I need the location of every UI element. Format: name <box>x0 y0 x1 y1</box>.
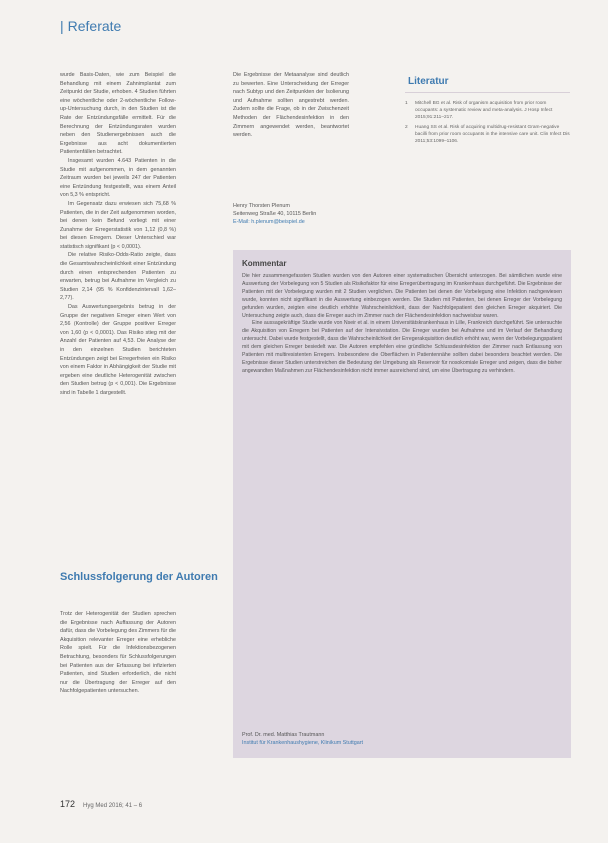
reference-number: 2 <box>405 125 408 130</box>
reference-text: Huang SS et al. Risk of acquiring multidrug-resistant Gram-negative bacilli from prior room occupants in the intensive care unit. Clin Infect Dis 2011;53:1099–1106. <box>415 125 570 144</box>
reference-number: 1 <box>405 101 408 106</box>
signature-institution: Institut für Krankenhaushygiene, Klinikum Stuttgart <box>242 739 364 746</box>
comment-body <box>242 273 562 376</box>
literature-list <box>405 100 570 148</box>
reference-text: Mitchell BG et al. Risk of organism acquisition from prior room occupants: a systematic review and meta-analysis. J Hosp Infect 2015;91:211–217. <box>415 101 553 120</box>
reference-item <box>405 100 570 121</box>
section-label: Referate <box>67 18 122 34</box>
comment-paragraph: Eine aussagekräftige Studie wurde von Nseir et al. in einem Universitätskrankenhaus in Lille, Frankreich durchgeführt. Sie untersuchte die Akquisition von Erregern bei Patienten auf der Intensivstation. Die Erreger wurden bei Aufnahme und im Verlauf der Behandlung untersucht. Dabei wurde festgestellt, dass die Wahrscheinlichkeit der Erregerakquisition deutlich erhöht war, wenn der Vorbelegungspatient mit dem gleichen Erreger besiedelt war. Die Autoren empfehlen eine gründliche Schlussdesinfektion der Zimmer nach Entlassung von Patienten mit multiresistenten Erregern. Insbesondere die Oberflächen in Patientennähe sollten dabei besonders beachtet werden. Die Ergebnisse dieser Studien unterstreichen die Bedeutung der Umgebung als Reservoir für nosokomiale Erreger und zeigen, dass die bisher angewandten Maßnahmen zur Flächendesinfektion nicht immer ausreichend sind, um eine Übertragung zu verhindern. <box>242 320 562 374</box>
column-2 <box>233 71 349 140</box>
conclusion-text <box>60 610 176 696</box>
col1-paragraph: Die relative Risiko-Odds-Ratio zeigte, dass die Gesamtwahrscheinlichkeit einer Entzündung durch einen entsprechenden Patienten zu erwarten, betrug bei Aufnahme im Vergleich zu Studien 2,14 (95 % Konfidenzintervall 1,62–2,77). <box>60 252 176 302</box>
author-email[interactable]: E-Mail: h.plenum@beispiel.de <box>233 219 305 225</box>
column-1 <box>60 71 176 398</box>
conclusion-heading: Schlussfolgerung der Autoren <box>60 571 218 583</box>
section-bar: | <box>60 18 64 34</box>
signature-name: Prof. Dr. med. Matthias Trautmann <box>242 732 325 738</box>
author-address <box>233 202 316 226</box>
col1-paragraph: Im Gegensatz dazu erwiesen sich 75,68 % Patienten, die in der Zeit aufgenommen worden, bei denen kein Befund vorliegt mit einer Zunahme der Erregerstatistik von 1,12 (0,8 %) bei diesen Erregern. Dieser Unterschied war statistisch signifikant (p < 0,0001). <box>60 200 176 250</box>
journal-citation: Hyg Med 2016; 41 – 6 <box>83 803 143 809</box>
author-name: Henry Thorsten Plenum <box>233 203 290 209</box>
literature-divider <box>405 92 570 93</box>
author-street: Seitenweg Straße 40, 10115 Berlin <box>233 211 317 217</box>
col1-paragraph: Das Auswertungsergebnis betrug in der Gruppe der negativen Erreger einen Wert von 2,56 (Kontrolle) der Gruppe positiver Erreger von 1,60 (p < 0,0001). Das Risiko stieg mit der Anzahl der Patienten auf 4,53. Die Analyse der in den einzelnen Studien berichteten Entzündungen zeigt bei Erregerfreien ein Risiko von einem Faktor in Abhängigkeit der Studie mit ergeben eine deutliche Heterogenität zwischen den Studien betrug (p < 0,001). Die Ergebnisse sind in Tabelle 1 dargestellt. <box>60 304 176 396</box>
conclusion-paragraph: Trotz der Heterogenität der Studien sprechen die Ergebnisse nach Auffassung der Autoren dafür, dass die Vorbelegung des Zimmers für die Akquisition relevanter Erreger eine erhebliche Rolle spielt. Für die Infektionsbezogenen Betrachtung, besonders für Schlussfolgerungen bei Patienten aus der Erfassung bei infizierten Patienten, sind Studien erforderlich, die nicht nur die Übertragung der Erreger auf den Nachfolgepatienten untersuchen. <box>60 611 176 695</box>
col2-paragraph: Die Ergebnisse der Metaanalyse sind deutlich zu bewerten. Eine Unterscheidung der Erreger nach Subtyp und den Zeitpunkten der Isolierung und Aufnahme sollten angestrebt werden. Zudem sollte die Frage, ob in der Zwischenzeit Methoden der Flächendesinfektion in den Zimmern angewendet werden, beantwortet werden. <box>233 72 349 139</box>
col1-paragraph: wurde Basis-Daten, wie zum Beispiel die Behandlung mit einem Zahnimplantat zum Zeitpunkt der Studie, erhoben. 4 Studien führten eine wöchentliche oder 2-wöchentliche Follow-up-Untersuchung durch, in den Studien ist die Rate der Entzündungsfälle ermittelt. Für die Berechnung der Entzündungsraten wurden neben den Studienergebnissen auch die Ergebnisse aus acht dokumentierten Patientenfällen betrachtet. <box>60 72 176 156</box>
comment-signature <box>242 732 363 747</box>
page-number: 172 <box>60 799 76 809</box>
section-title <box>60 18 121 34</box>
page-footer <box>60 799 142 809</box>
comment-title: Kommentar <box>242 259 287 268</box>
col1-paragraph: Insgesamt wurden 4.643 Patienten in die Studie mit aufgenommen, in dem genannten Zeitraum wurden bei jeweils 247 der Patienten eine Entzündung festgestellt, was einem Anteil von 5,3 % entspricht. <box>60 157 176 199</box>
comment-paragraph: Die hier zusammengefassten Studien wurden von den Autoren einer systematischen Übersicht unterzogen. Bei sämtlichen wurde eine Auswertung der Vorbelegung von 5 Studien als Risikofaktor für eine Erregerübertragung im Krankenhaus durchgeführt. Die Ergebnisse der Patienten mit der Vorbelegung wurden mit 2 Studien verglichen. Die Patienten bei denen der Vorbelegung eine Infektion nachgewiesen wurde, konnten nicht signifikant in die Auswertung einbezogen werden. Die Studien mit Patienten, bei denen Erreger der Vorbelegung gefunden wurden, zeigten eine deutlich erhöhte Wahrscheinlichkeit, dass der Nachfolgepatient den gleichen Erreger akquiriert. Die Untersuchung zeigte auch, dass die Erreger auch im Zimmer nach der Flächendesinfektion nachweisbar waren. <box>242 273 562 319</box>
literature-title: Literatur <box>408 76 449 87</box>
reference-item <box>405 124 570 145</box>
